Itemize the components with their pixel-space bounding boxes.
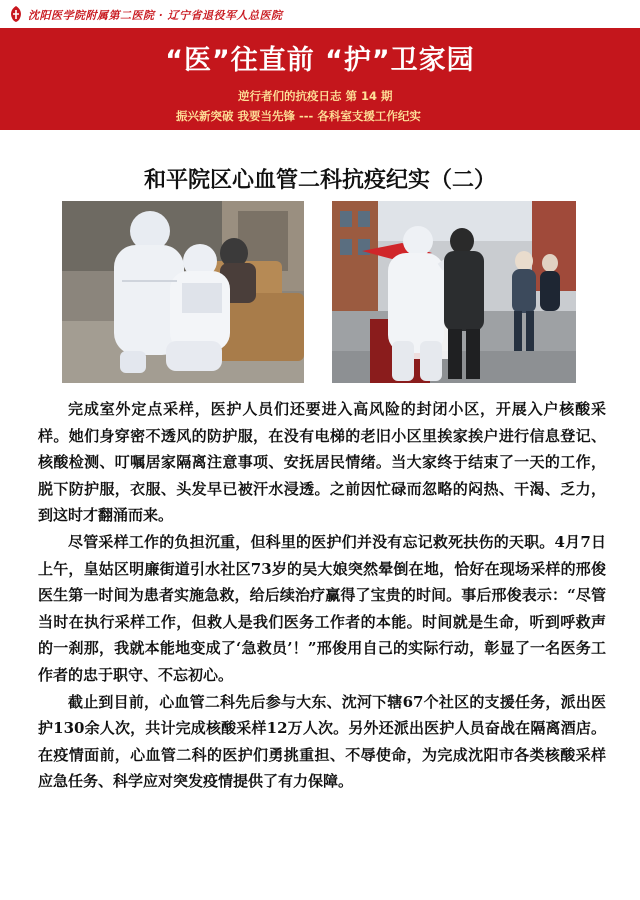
photo-outdoor-swab bbox=[332, 201, 576, 383]
hospital-logo-icon bbox=[8, 5, 24, 23]
article-body bbox=[38, 396, 606, 795]
photo-outdoor-throat-swab bbox=[332, 201, 576, 383]
banner-title: “医”往直前 “护”卫家园 bbox=[165, 45, 475, 76]
series-line: 逆行者们的抗疫日志 第 14 期 bbox=[238, 89, 393, 103]
hospital-name: 沈阳医学院附属第二医院 · 辽宁省退役军人总医院 bbox=[28, 9, 283, 22]
top-strip bbox=[0, 0, 640, 30]
header-banner bbox=[0, 28, 640, 130]
subtitle-line: 振兴新突破 我要当先锋 --- 各科室支援工作纪实 bbox=[176, 109, 421, 123]
photo-home-visit-nucleic-test bbox=[62, 201, 304, 383]
article-title: 和平院区心血管二科抗疫纪实（二） bbox=[143, 167, 496, 193]
photo-home-visit bbox=[62, 201, 304, 383]
paragraph: 尽管采样工作的负担沉重，但科里的医护们并没有忘记救死扶伤的天职。4月7日上午，皇姑区明廉街道引水社区73岁的吴大娘突然晕倒在地，恰好在现场采样的邢俊医生第一时间为患者实施急救，给后续治疗赢得了宝贵的时间。事后邢俊表示：“尽管当时在执行采样工作，但救人是我们医务工作者的本能。时间就是生命，听到呼救声的一刹那，我就本能地变成了‘急救员’！”邢俊用自己的实际行动，彰显了一名医务工作者的忠于职守、不忘初心。 bbox=[38, 532, 606, 684]
paragraph: 截止到目前，心血管二科先后参与大东、沈河下辖67个社区的支援任务，派出医护130余人次，共计完成核酸采样12万人次。另外还派出医护人员奋战在隔离酒店。在疫情面前，心血管二科的医护们勇挑重担、不辱使命，为完成沈阳市各类核酸采样应急任务、科学应对突发疫情提供了有力保障。 bbox=[38, 692, 606, 791]
paragraph: 完成室外定点采样，医护人员们还要进入高风险的封闭小区，开展入户核酸采样。她们身穿密不透风的防护服，在没有电梯的老旧小区里挨家挨户进行信息登记、核酸检测、叮嘱居家隔离注意事项、安抚居民情绪。当大家终于结束了一天的工作，脱下防护服，衣服、头发早已被汗水浸透。之前因忙碌而忽略的闷热、干渴、乏力，到这时才翻涌而来。 bbox=[38, 400, 606, 525]
